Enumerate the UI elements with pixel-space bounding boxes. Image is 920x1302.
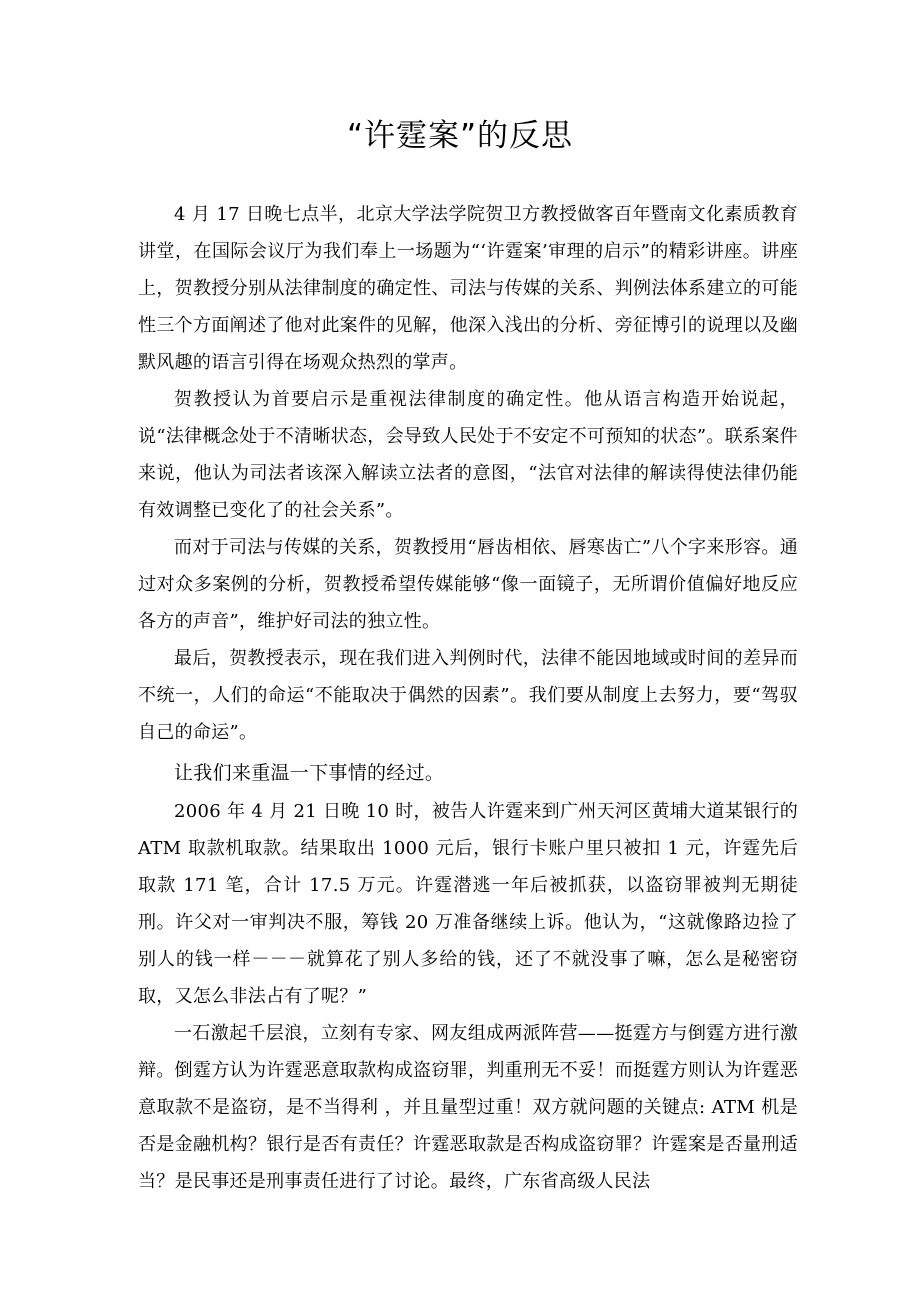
paragraph-case-facts: 2006 年 4 月 21 日晚 10 时，被告人许霆来到广州天河区黄埔大道某银行的 ATM 取款机取款。结果取出 1000 元后，银行卡账户里只被扣 1 元，许霆先后取款 171 笔，合计 17.5 万元。许霆潜逃一年后被抓获，以盗窃罪被判无期徒刑。许父对一审判决不服，筹钱 20 万准备继续上诉。他认为，“这就像路边捡了别人的钱一样－－－就算花了别人多给的钱，还了不就没事了嘛，怎么是秘密窃取，又怎么非法占有了呢？” [138, 801, 805, 1007]
document-body [138, 196, 805, 1200]
paragraph-legal-certainty: 贺教授认为首要启示是重视法律制度的确定性。他从语言构造开始说起，说“法律概念处于不清晰状态，会导致人民处于不安定不可预知的状态”。联系案件来说，他认为司法者该深入解读立法者的意图，“法官对法律的解读得使法律仍能有效调整已变化了的社会关系”。 [138, 389, 798, 521]
paragraph-lecture-intro: 4 月 17 日晚七点半，北京大学法学院贺卫方教授做客百年暨南文化素质教育讲堂，在国际会议厅为我们奉上一场题为“‘许霆案’审理的启示”的精彩讲座。讲座上，贺教授分别从法律制度的确定性、司法与传媒的关系、判例法体系建立的可能性三个方面阐述了他对此案件的见解，他深入浅出的分析、旁征博引的说理以及幽默风趣的语言引得在场观众热烈的掌声。 [138, 204, 798, 373]
paragraph-case-law-era: 最后，贺教授表示，现在我们进入判例时代，法律不能因地域或时间的差异而不统一，人们的命运“不能取决于偶然的因素”。我们要从制度上去努力，要“驾驭自己的命运”。 [138, 648, 798, 743]
paragraph-review-heading: 让我们来重温一下事情的经过。 [174, 762, 445, 784]
paragraph-public-debate: 一石激起千层浪，立刻有专家、网友组成两派阵营——挺霆方与倒霆方进行激辩。倒霆方认为许霆恶意取款构成盗窃罪，判重刑无不妥！而挺霆方则认为许霆恶意取款不是盗窃，是不当得利 ，并且量型过重！双方就问题的关键点: ATM 机是否是金融机构？银行是否有责任？许霆恶取款是否构成盗窃罪？许霆案是否量刑适当？是民事还是刑事责任进行了讨论。最终，广东省高级人民法 [138, 1023, 798, 1192]
paragraph-judiciary-media: 而对于司法与传媒的关系，贺教授用“唇齿相依、唇寒齿亡”八个字来形容。通过对众多案例的分析，贺教授希望传媒能够“像一面镜子，无所谓价值偏好地反应各方的声音”，维护好司法的独立性。 [138, 537, 798, 632]
document-title: “许霆案”的反思 [346, 118, 574, 154]
